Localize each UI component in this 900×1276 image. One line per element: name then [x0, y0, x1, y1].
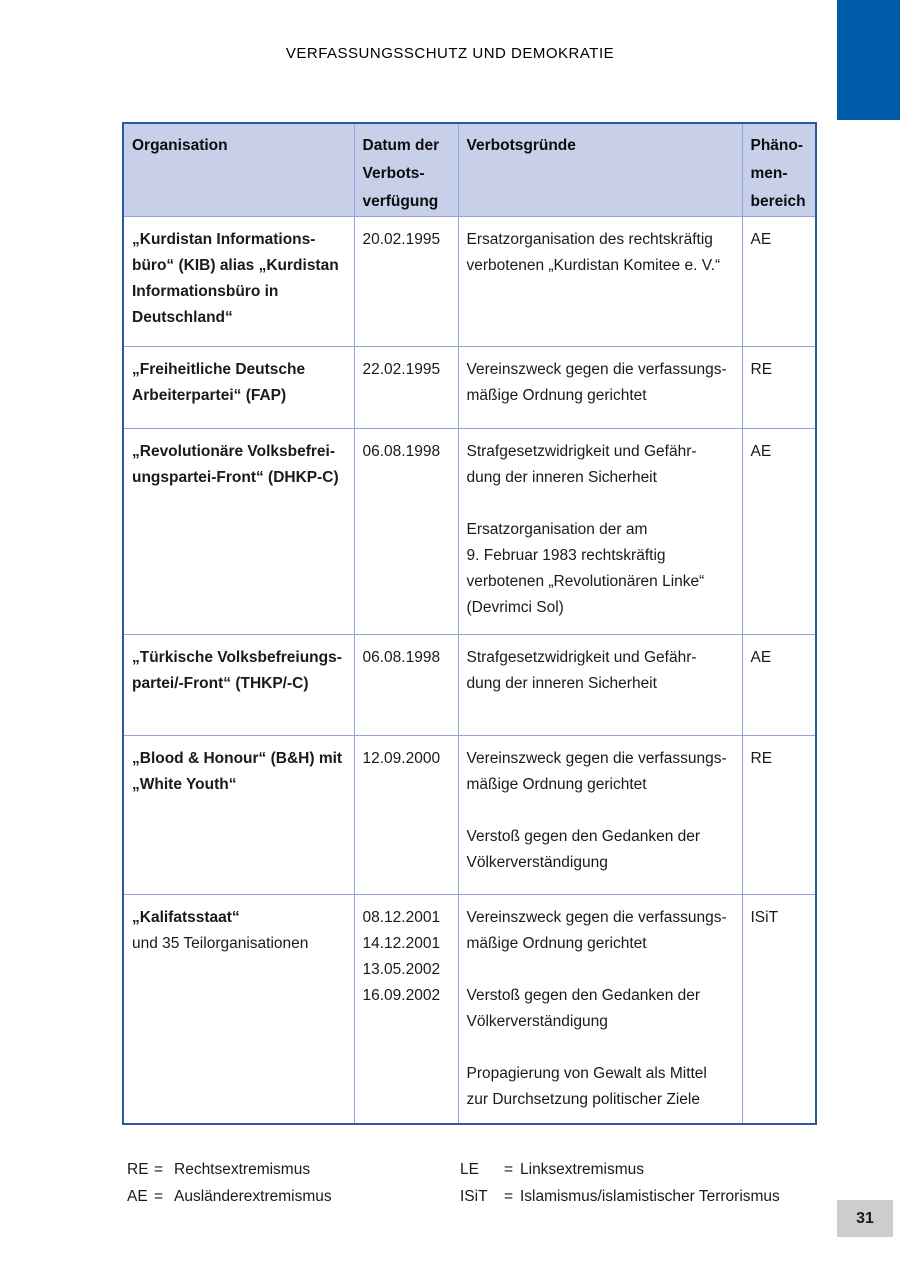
cell-line: verbotenen „Kurdistan Komitee e. V.“: [466, 257, 721, 274]
legend-abbr: ISiT: [460, 1188, 488, 1205]
cell-line: mäßige Ordnung gerichtet: [466, 776, 647, 793]
cell-line: 22.02.1995: [362, 361, 441, 378]
cell-line: 13.05.2002: [362, 961, 441, 978]
page-number-badge: 31: [837, 1200, 893, 1237]
header-line: verfügung: [362, 193, 439, 210]
cell-line: 20.02.1995: [362, 231, 441, 248]
legend-meaning: Ausländerextremismus: [174, 1188, 332, 1205]
cell-line: Verstoß gegen den Gedanken der: [466, 987, 701, 1004]
organisation-cell: [123, 736, 354, 895]
cell-line: mäßige Ordnung gerichtet: [466, 387, 647, 404]
legend-equals: =: [504, 1188, 514, 1205]
cell-line: „Kalifatsstaat“: [132, 909, 240, 926]
legend-item: [460, 1183, 780, 1210]
header-line: men-: [750, 165, 788, 182]
legend-left-column: [127, 1156, 332, 1210]
cell-line: RE: [750, 361, 773, 378]
header-line: Datum der: [362, 137, 440, 154]
cell-line: „Türkische Volksbefreiungs-: [132, 649, 342, 666]
legend-abbr: RE: [127, 1161, 149, 1178]
legend-equals: =: [504, 1161, 514, 1178]
header-line: Verbots-: [362, 165, 425, 182]
legend-meaning: Islamismus/islamistischer Terrorismus: [520, 1188, 780, 1205]
verbot-date-cell: [354, 217, 458, 347]
cell-line: 08.12.2001: [362, 909, 441, 926]
verbot-reason-cell: [458, 895, 742, 1124]
legend-abbr: AE: [127, 1188, 148, 1205]
cell-line: 06.08.1998: [362, 649, 441, 666]
organisation-cell: [123, 429, 354, 635]
table-row: [123, 895, 816, 1124]
legend-right-column: [460, 1156, 780, 1210]
cell-line: 06.08.1998: [362, 443, 441, 460]
legend-abbr: LE: [460, 1161, 479, 1178]
cell-line: Verstoß gegen den Gedanken der: [466, 828, 701, 845]
organisation-cell: [123, 217, 354, 347]
cell-line: Vereinszweck gegen die verfassungs-: [466, 750, 727, 767]
verbot-reason-cell: [458, 217, 742, 347]
organisation-cell: [123, 347, 354, 429]
cell-line: „Freiheitliche Deutsche: [132, 361, 306, 378]
cell-line: Völkerverständigung: [466, 854, 608, 871]
cell-line: „Blood & Honour“ (B&H) mit: [132, 750, 343, 767]
cell-line: AE: [750, 649, 772, 666]
reason-paragraph: [467, 439, 736, 491]
verbot-reason-cell: [458, 429, 742, 635]
reason-paragraph: [467, 1061, 736, 1113]
cell-line: büro“ (KIB) alias „Kurdistan: [132, 257, 339, 274]
banned-organisations-table: [122, 122, 817, 1125]
cell-line: „Revolutionäre Volksbefrei-: [132, 443, 335, 460]
cell-line: „White Youth“: [132, 776, 237, 793]
legend-item: [127, 1183, 332, 1210]
reason-paragraph: [467, 983, 736, 1035]
organisation-cell: [123, 895, 354, 1124]
cell-line: Ersatzorganisation der am: [466, 521, 648, 538]
phenomenon-cell: [742, 895, 816, 1124]
reason-paragraph: [467, 227, 736, 279]
verbot-reason-cell: [458, 635, 742, 736]
col-header-organisation: [123, 123, 354, 217]
table-row: [123, 217, 816, 347]
cell-line: AE: [750, 443, 772, 460]
phenomenon-cell: [742, 347, 816, 429]
verbot-date-cell: [354, 635, 458, 736]
table-row: [123, 429, 816, 635]
verbot-date-cell: [354, 736, 458, 895]
reason-paragraph: [467, 905, 736, 957]
legend-equals: =: [154, 1161, 164, 1178]
header-line: Organisation: [132, 137, 228, 154]
table-row: [123, 736, 816, 895]
legend-equals: =: [154, 1188, 164, 1205]
verbot-reason-cell: [458, 736, 742, 895]
verbot-date-cell: [354, 429, 458, 635]
col-header-verbotsgruende: [458, 123, 742, 217]
cell-line: Strafgesetzwidrigkeit und Gefähr-: [466, 649, 697, 666]
cell-line: „Kurdistan Informations-: [132, 231, 316, 248]
cell-line: zur Durchsetzung politischer Ziele: [466, 1091, 700, 1108]
phenomenon-cell: [742, 217, 816, 347]
cell-line: AE: [750, 231, 772, 248]
legend-meaning: Rechtsextremismus: [174, 1161, 311, 1178]
header-line: bereich: [750, 193, 806, 210]
verbot-reason-cell: [458, 347, 742, 429]
reason-paragraph: [467, 645, 736, 697]
table-body: [123, 217, 816, 1124]
reason-paragraph: [467, 357, 736, 409]
cell-line: Deutschland“: [132, 309, 233, 326]
cell-line: Völkerverständigung: [466, 1013, 608, 1030]
legend-item: [460, 1156, 780, 1183]
organisation-cell: [123, 635, 354, 736]
reason-paragraph: [467, 517, 736, 621]
verbot-date-cell: [354, 895, 458, 1124]
col-header-datum-verbotsverfuegung: [354, 123, 458, 217]
legend-meaning: Linksextremismus: [520, 1161, 645, 1178]
verbot-date-cell: [354, 347, 458, 429]
cell-line: Informationsbüro in: [132, 283, 279, 300]
reason-paragraph: [467, 746, 736, 798]
cell-line: RE: [750, 750, 773, 767]
cell-line: 12.09.2000: [362, 750, 441, 767]
cell-line: und 35 Teilorganisationen: [132, 935, 309, 952]
phenomenon-cell: [742, 635, 816, 736]
table-row: [123, 347, 816, 429]
header-line: Verbotsgründe: [466, 137, 576, 154]
phenomenon-cell: [742, 736, 816, 895]
cell-line: Propagierung von Gewalt als Mittel: [466, 1065, 707, 1082]
header-line: Phäno-: [750, 137, 804, 154]
page-title: VERFASSUNGSSCHUTZ UND DEMOKRATIE: [285, 45, 615, 62]
col-header-phaenomenbereich: [742, 123, 816, 217]
table-header-row: [123, 123, 816, 217]
cell-line: dung der inneren Sicherheit: [466, 675, 657, 692]
phenomenon-cell: [742, 429, 816, 635]
legend-item: [127, 1156, 332, 1183]
cell-line: Vereinszweck gegen die verfassungs-: [466, 361, 727, 378]
cell-line: Arbeiterpartei“ (FAP): [132, 387, 287, 404]
cell-line: 14.12.2001: [362, 935, 441, 952]
cell-line: dung der inneren Sicherheit: [466, 469, 657, 486]
cell-line: Vereinszweck gegen die verfassungs-: [466, 909, 727, 926]
cell-line: 9. Februar 1983 rechtskräftig: [466, 547, 666, 564]
reason-paragraph: [467, 824, 736, 876]
table-row: [123, 635, 816, 736]
cell-line: verbotenen „Revolutionären Linke“: [466, 573, 705, 590]
cell-line: Ersatzorganisation des rechtskräftig: [466, 231, 713, 248]
cell-line: Strafgesetzwidrigkeit und Gefähr-: [466, 443, 697, 460]
cell-line: mäßige Ordnung gerichtet: [466, 935, 647, 952]
cell-line: (Devrimci Sol): [466, 599, 564, 616]
cell-line: partei/-Front“ (THKP/-C): [132, 675, 309, 692]
cell-line: ungspartei-Front“ (DHKP-C): [132, 469, 339, 486]
cell-line: ISiT: [750, 909, 779, 926]
cell-line: 16.09.2002: [362, 987, 441, 1004]
